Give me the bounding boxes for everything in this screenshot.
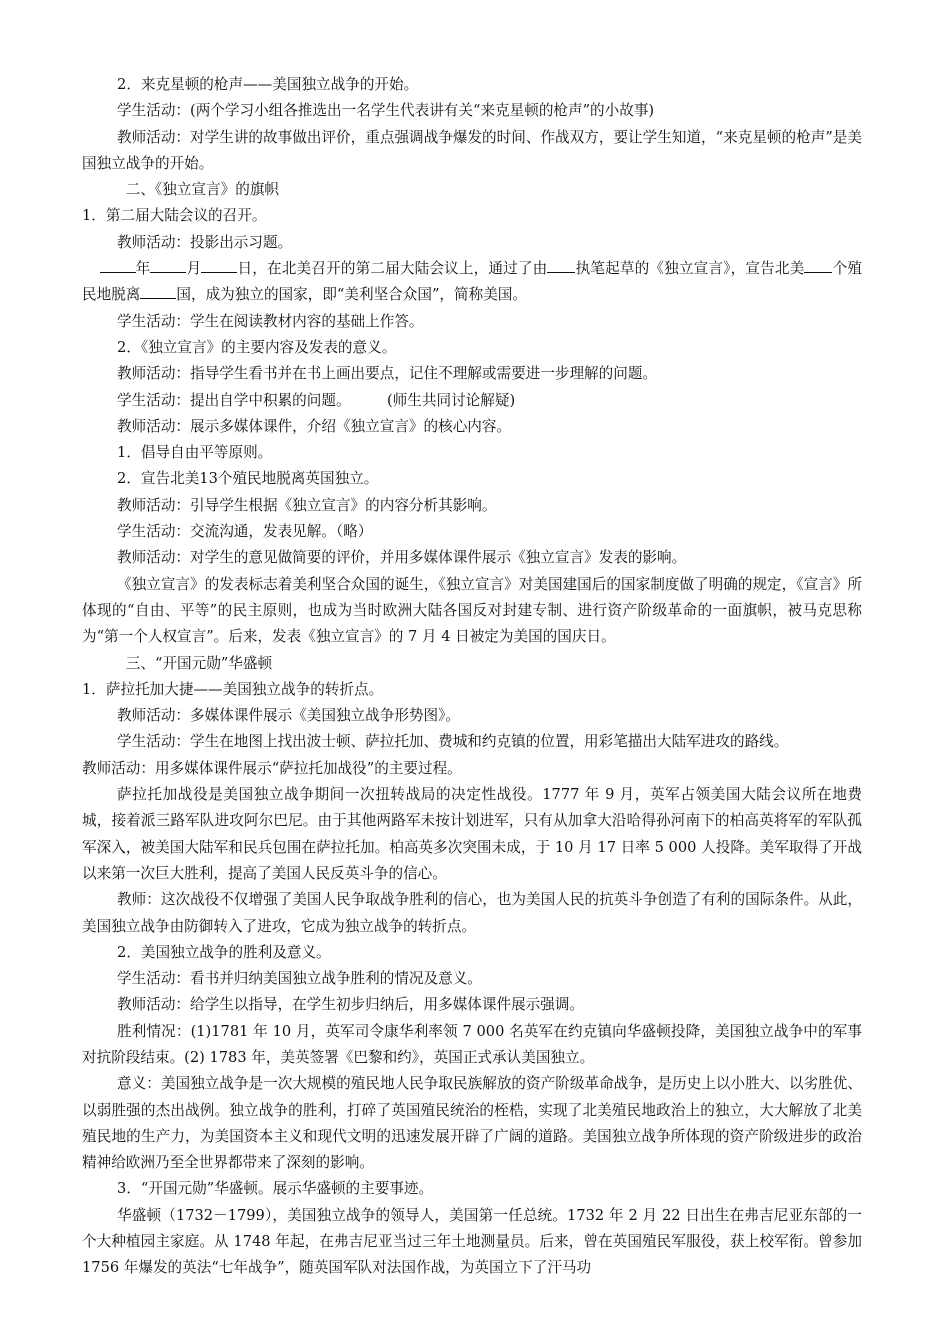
paragraph-washington-bio: 华盛顿（1732－1799），美国独立战争的领导人，美国第一任总统。1732 年 2 月 22 日出生在弗吉尼亚东部的一个大种植园主家庭。从 1748 年起，在弗吉尼亚当过三年土地测量员。后来，曾在英国殖民军服役，获上校军衔。曾参加 1756 年爆发的英法“七年战争”，随英国军队对法国作战，为英国立下了汗马功: [82, 1206, 862, 1277]
teacher-activity-influence: 教师活动：对学生的意见做简要的评价，并用多媒体课件展示《独立宣言》发表的影响。: [117, 549, 687, 567]
point-independence: 2．宣告北美13个殖民地脱离英国独立。: [117, 470, 379, 488]
blank-country: [140, 283, 176, 299]
teacher-activity-analysis: 教师活动：引导学生根据《独立宣言》的内容分析其影响。: [117, 496, 497, 514]
teacher-activity-exercise: 教师活动：投影出示习题。: [117, 233, 293, 251]
paragraph-declaration-significance: 《独立宣言》的发表标志着美利坚合众国的诞生，《独立宣言》对美国建国后的国家制度做了明确的规定，《宣言》所体现的“自由、平等”的民主原则，也成为当时欧洲大陆各国反对封建专制、进行资产阶级革命的一面旗帜，被马克思称为“第一个人权宣言”。后来，发表《独立宣言》的 7 月 4 日被定为美国的国庆日。: [82, 575, 862, 646]
subheading-washington: 3．“开国元勋”华盛顿。展示华盛顿的主要事迹。: [117, 1180, 434, 1198]
teacher-activity-saratoga: 教师活动：用多媒体课件展示“萨拉托加战役”的主要过程。: [82, 759, 462, 777]
paragraph-saratoga-battle: 萨拉托加战役是美国独立战争期间一次扭转战局的决定性战役。1777 年 9 月，英军占领美国大陆会议所在地费城，接着派三路军队进攻阿尔巴尼。由于其他两路军未按计划进军，只有从加拿大沿哈得孙河南下的柏高英将军的军队孤军深入，被美国大陆军和民兵包围在萨拉托加。柏高英多次突围未成，于 10 月 17 日率 5 000 人投降。美军取得了开战以来第一次巨大胜利，提高了美国人民反英斗争的信心。: [82, 786, 862, 882]
fill-in-blank-exercise: 年 月 日，在北美召开的第二届大陆会议上，通过了由 执笔起草的《独立宣言》，宣告北美 个殖民地脱离 国，成为独立的国家，即“美利坚合众国”，简称美国。: [82, 256, 862, 309]
point-freedom-equality: 1．倡导自由平等原则。: [117, 444, 273, 462]
section-heading-washington: 三、“开国元勋”华盛顿: [125, 654, 273, 672]
teacher-activity-emphasis: 教师活动：给学生以指导，在学生初步归纳后，用多媒体课件展示强调。: [117, 996, 585, 1014]
subheading-victory: 2．美国独立战争的胜利及意义。: [117, 943, 331, 961]
student-activity-summary: 学生活动：看书并归纳美国独立战争胜利的情况及意义。: [117, 970, 482, 988]
blank-year: [100, 257, 136, 273]
section-heading-declaration: 二、《独立宣言》的旗帜: [125, 181, 280, 199]
blank-day: [201, 257, 237, 273]
student-activity-answer: 学生活动：学生在阅读教材内容的基础上作答。: [117, 312, 424, 330]
heading-lexington: 2．来克星顿的枪声——美国独立战争的开始。: [117, 76, 419, 93]
paragraph-turning-point: 教师：这次战役不仅增强了美国人民争取战争胜利的信心，也为美国人民的抗英斗争创造了有利的国际条件。从此，美国独立战争由防御转入了进攻，它成为独立战争的转折点。: [82, 891, 862, 935]
teacher-activity-courseware: 教师活动：展示多媒体课件，介绍《独立宣言》的核心内容。: [117, 417, 512, 435]
paragraph-victory-meaning: 意义：美国独立战争是一次大规模的殖民地人民争取民族解放的资产阶级革命战争，是历史上以小胜大、以劣胜优、以弱胜强的杰出战例。独立战争的胜利，打碎了英国殖民统治的桎梏，实现了北美殖民地政治上的独立，大大解放了北美殖民地的生产力，为美国资本主义和现代文明的迅速发展开辟了广阔的道路。美国独立战争所体现的资产阶级进步的政治精神给欧洲乃至全世界都带来了深刻的影响。: [82, 1075, 862, 1172]
teacher-activity-guide: 教师活动：指导学生看书并在书上画出要点，记住不理解或需要进一步理解的问题。: [117, 365, 658, 383]
document-page: [82, 72, 862, 1282]
student-activity-discussion: 学生活动：交流沟通，发表见解。（略）: [117, 523, 373, 541]
student-activity-questions: 学生活动：提出自学中积累的问题。 (师生共同讨论解疑): [117, 391, 516, 409]
teacher-activity-evaluation: 教师活动：对学生讲的故事做出评价，重点强调战争爆发的时间、作战双方，要让学生知道，“来克星顿的枪声”是美国独立战争的开始。: [82, 128, 862, 172]
student-activity-story: 学生活动：(两个学习小组各推选出一名学生代表讲有关“来克星顿的枪声”的小故事): [117, 102, 655, 120]
subheading-second-congress: 1．第二届大陆会议的召开。: [82, 207, 267, 225]
subheading-saratoga: 1．萨拉托加大捷——美国独立战争的转折点。: [82, 680, 384, 698]
student-activity-map: 学生活动：学生在地图上找出波士顿、萨拉托加、费城和约克镇的位置，用彩笔描出大陆军进攻的路线。: [117, 733, 789, 751]
blank-author: [547, 257, 575, 273]
subheading-declaration-content: 2．《独立宣言》的主要内容及发表的意义。: [117, 338, 397, 356]
teacher-activity-map: 教师活动：多媒体课件展示《美国独立战争形势图》。: [117, 707, 460, 725]
blank-month: [150, 257, 186, 273]
paragraph-victory-facts: 胜利情况：(1)1781 年 10 月，英军司令康华利率领 7 000 名英军在约克镇向华盛顿投降，美国独立战争中的军事对抗阶段结束。(2) 1783 年，美英签署《巴黎和约》，英国正式承认美国独立。: [82, 1022, 862, 1066]
blank-colony-count: [804, 257, 832, 273]
